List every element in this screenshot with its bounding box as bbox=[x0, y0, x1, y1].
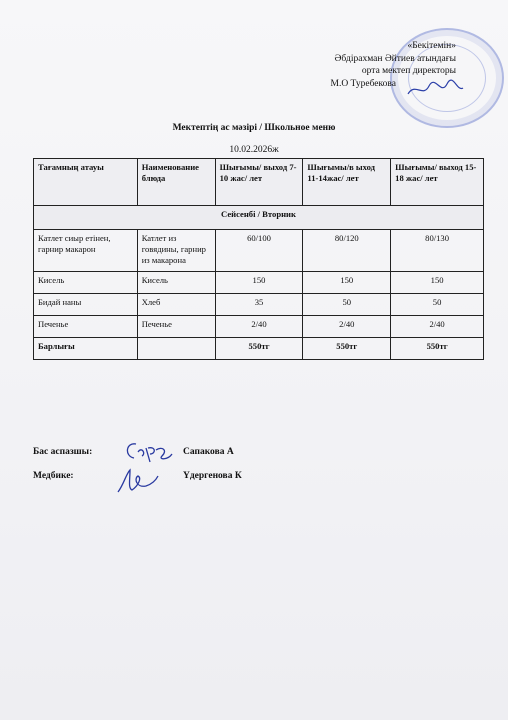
menu-date: 10.02.2026ж bbox=[229, 145, 279, 155]
table-cell: 150 bbox=[391, 272, 484, 294]
page-title: Мектептің ас мәзірі / Школьное меню bbox=[172, 123, 336, 133]
table-cell: 80/120 bbox=[303, 230, 391, 272]
day-label: Сейсенбі / Вторник bbox=[34, 206, 484, 230]
header-cell: Наименование блюда bbox=[137, 159, 215, 206]
nurse-signature bbox=[112, 466, 160, 496]
table-cell: 50 bbox=[303, 294, 391, 316]
table-cell: 2/40 bbox=[215, 316, 303, 338]
total-cell: 550тг bbox=[391, 338, 484, 360]
nurse-name: Үдергенова К bbox=[183, 471, 242, 481]
day-row bbox=[34, 206, 484, 230]
table-cell: Кисель bbox=[34, 272, 138, 294]
header-cell: Шығымы/ выход 7-10 жас/ лет bbox=[215, 159, 303, 206]
table-cell: Печенье bbox=[34, 316, 138, 338]
table-cell bbox=[137, 338, 215, 360]
total-label: Барлығы bbox=[34, 338, 138, 360]
cook-label: Бас аспазшы: bbox=[33, 447, 93, 457]
director-signature bbox=[405, 78, 465, 100]
cook-name: Сапакова А bbox=[183, 447, 234, 457]
table-cell: Хлеб bbox=[137, 294, 215, 316]
table-cell: 2/40 bbox=[303, 316, 391, 338]
table-cell: 50 bbox=[391, 294, 484, 316]
table-cell: 2/40 bbox=[391, 316, 484, 338]
table-cell: 80/130 bbox=[391, 230, 484, 272]
table-cell: Кисель bbox=[137, 272, 215, 294]
table-cell: Катлет из говядины, гарнир из макарона bbox=[137, 230, 215, 272]
table-cell: Бидай наны bbox=[34, 294, 138, 316]
cook-signature bbox=[122, 438, 174, 466]
menu-table bbox=[33, 158, 484, 360]
table-row bbox=[34, 316, 484, 338]
header-cell: Шығымы/в ыход 11-14жас/ лет bbox=[303, 159, 391, 206]
table-cell: Печенье bbox=[137, 316, 215, 338]
table-cell: Катлет сиыр етінен, гарнир макарон bbox=[34, 230, 138, 272]
total-cell: 550тг bbox=[215, 338, 303, 360]
header-cell: Шығымы/ выход 15-18 жас/ лет bbox=[391, 159, 484, 206]
table-cell: 150 bbox=[303, 272, 391, 294]
table-cell: 35 bbox=[215, 294, 303, 316]
table-header-row bbox=[34, 159, 484, 206]
table-row bbox=[34, 230, 484, 272]
table-row bbox=[34, 294, 484, 316]
nurse-label: Медбике: bbox=[33, 471, 74, 481]
approval-role: орта мектеп директоры bbox=[361, 66, 456, 76]
table-cell: 150 bbox=[215, 272, 303, 294]
header-cell: Тағамның атауы bbox=[34, 159, 138, 206]
approval-heading: «Бекітемін» bbox=[407, 41, 456, 51]
table-row bbox=[34, 272, 484, 294]
approval-school: Әбдірахман Әйтиев атындағы bbox=[334, 53, 456, 64]
approval-director: М.О Туребекова bbox=[330, 78, 396, 89]
table-cell: 60/100 bbox=[215, 230, 303, 272]
total-row bbox=[34, 338, 484, 360]
total-cell: 550тг bbox=[303, 338, 391, 360]
